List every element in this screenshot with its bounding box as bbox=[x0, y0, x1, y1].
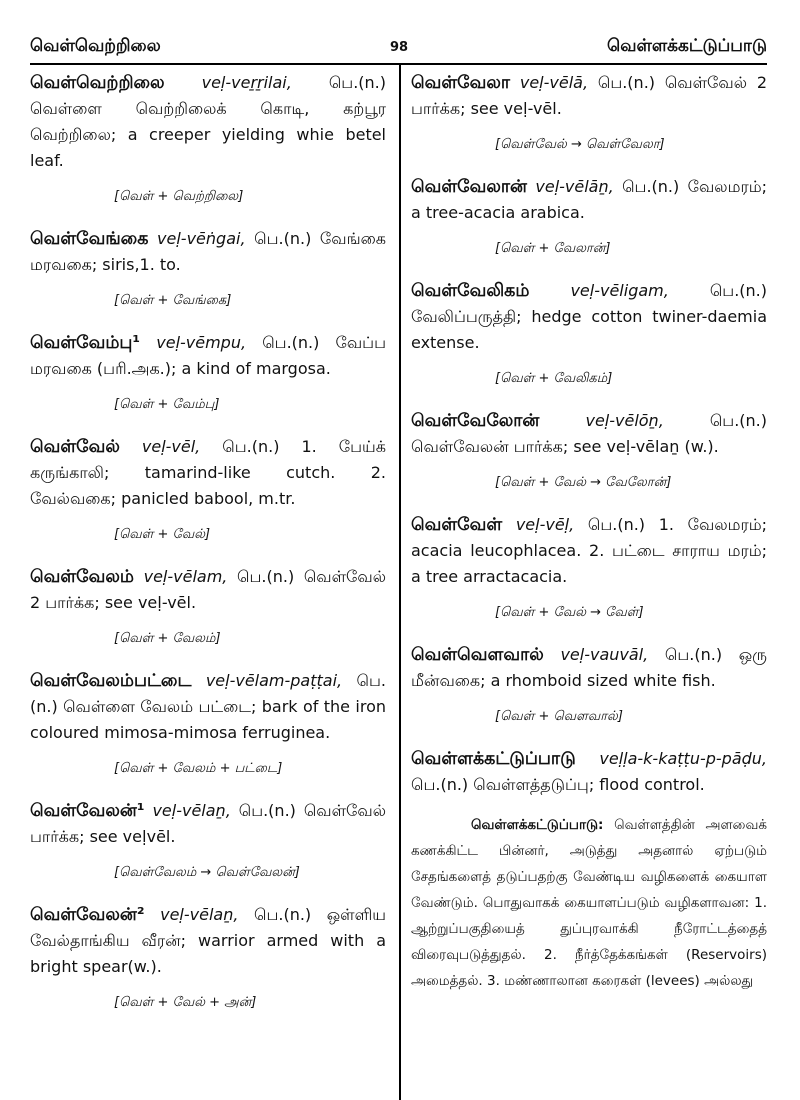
entry-definition: பெ.(n.) வெள்ளத்தடுப்பு; flood control. bbox=[411, 775, 705, 794]
left-column bbox=[30, 70, 386, 1032]
entry-headword: வெள்வேங்கை bbox=[30, 229, 149, 249]
entry-definition: பெ.(n.) ஒள்ளிய வேல்தாங்கிய வீரன்; warrior armed with a bright spear(w.). bbox=[30, 905, 387, 976]
dictionary-entry bbox=[30, 564, 386, 648]
note-text: வெள்ளத்தின் அளவைக் கணக்கிட்ட பின்னர், அடுத்து அதனால் ஏற்படும் சேதங்களைத் தடுப்பதற்கு வேண்டிய வழிகளைக் கையாள வேண்டும். பொதுவாகக் கையாளப்படும் வழிகளாவன: 1. ஆற்றுப்பகுதியைத் துப்புரவாக்கி நீரோட்டத்தைத் விரைவுபடுத்துதல். 2. நீர்த்தேக்கங்கள் (Reservoirs) அமைத்தல். 3. மண்ணாலான கரைகள் (levees) அல்லது bbox=[411, 817, 768, 989]
entry-etymology: [வெள் + வேல் → வேலோன்] bbox=[495, 475, 672, 490]
dictionary-entry bbox=[411, 408, 767, 492]
entry-definition: பெ.(n.) வேப்ப மரவகை (பரி.அக.); a kind of margosa. bbox=[30, 333, 386, 378]
entry-text bbox=[411, 408, 767, 460]
entry-text bbox=[411, 642, 767, 694]
entry-headword: வெள்ளக்கட்டுப்பாடு bbox=[411, 749, 576, 769]
entry-transliteration: veḷ-veṟṟilai, bbox=[201, 73, 292, 92]
dictionary-entry bbox=[30, 668, 386, 778]
entry-headword: வெள்வெற்றிலை bbox=[30, 73, 165, 93]
entry-headword: வெள்வேலன்¹ bbox=[30, 801, 145, 821]
entry-etymology: [வெள் + வேலிகம்] bbox=[495, 371, 613, 386]
dictionary-entry bbox=[30, 226, 386, 310]
entry-etymology: [வெள் + வேலான்] bbox=[495, 241, 611, 256]
column-divider bbox=[399, 64, 401, 1100]
entry-headword: வெள்வேல் bbox=[30, 437, 120, 457]
entry-text bbox=[411, 174, 767, 226]
dictionary-entry bbox=[411, 746, 767, 798]
entry-etymology: [வெள்வேலம் → வெள்வேலன்] bbox=[114, 865, 300, 880]
entry-transliteration: veḷ-vēmpu, bbox=[156, 333, 247, 352]
dictionary-entry bbox=[30, 798, 386, 882]
entry-transliteration: veḷ-vēṅgai, bbox=[157, 229, 246, 248]
entry-transliteration: veḷ-vēlam, bbox=[143, 567, 228, 586]
entry-transliteration: veḷ-vēlōṉ, bbox=[585, 411, 664, 430]
entry-text bbox=[30, 330, 386, 382]
dictionary-entry bbox=[411, 512, 767, 622]
entry-etymology: [வெள் + வேங்கை] bbox=[114, 293, 232, 308]
dictionary-entry bbox=[411, 174, 767, 258]
header-right-guide-word: வெள்ளக்கட்டுப்பாடு bbox=[607, 36, 767, 56]
entry-text bbox=[411, 278, 767, 356]
entry-definition: பெ.(n.) ஒரு மீன்வகை; a rhomboid sized white fish. bbox=[411, 645, 767, 690]
entry-definition: பெ.(n.) வெள்வேல் 2 பார்க்க; see veḷ-vēl. bbox=[30, 567, 386, 612]
entry-text bbox=[30, 564, 386, 616]
entry-definition: பெ.(n.) 1. பேய்க் கருங்காலி; tamarind-like cutch. 2. வேல்வகை; panicled babool, m.tr. bbox=[30, 437, 386, 508]
explanatory-note bbox=[411, 812, 767, 994]
entry-etymology: [வெள் + வேலம் + பட்டை] bbox=[114, 761, 283, 776]
entry-etymology: [வெள் + வேல் + அன்] bbox=[114, 995, 257, 1010]
entry-definition: பெ.(n.) வேலிப்பருத்தி; hedge cotton twiner-daemia extense. bbox=[411, 281, 767, 352]
entry-text bbox=[411, 746, 767, 798]
entry-headword: வெள்வேலம் bbox=[30, 567, 134, 587]
entry-text bbox=[30, 668, 386, 746]
entry-text bbox=[30, 902, 386, 980]
dictionary-entry bbox=[30, 434, 386, 544]
entry-headword: வெள்வேம்பு¹ bbox=[30, 333, 141, 353]
dictionary-entry bbox=[411, 278, 767, 388]
dictionary-entry bbox=[30, 902, 386, 1012]
entry-etymology: [வெள் + வெற்றிலை] bbox=[114, 189, 244, 204]
entry-definition: பெ.(n.) வெள்ளை வெற்றிலைக் கொடி, கற்பூர வெற்றிலை; a creeper yielding whie betel leaf. bbox=[30, 73, 386, 170]
entry-definition: பெ.(n.) வேலமரம்; a tree-acacia arabica. bbox=[411, 177, 767, 222]
note-heading: வெள்ளக்கட்டுப்பாடு: bbox=[471, 817, 604, 833]
dictionary-entry bbox=[411, 70, 767, 154]
entry-headword: வெள்வேலம்பட்டை bbox=[30, 671, 192, 691]
entry-transliteration: veḷ-vēlā, bbox=[519, 73, 589, 92]
entry-definition: பெ.(n.) 1. வேலமரம்; acacia leucophlacea. 2. பட்டை சாராய மரம்; a tree arractacacia. bbox=[411, 515, 768, 586]
entry-text bbox=[411, 512, 767, 590]
entry-headword: வெள்வேள் bbox=[411, 515, 503, 535]
entry-headword: வெள்வேலான் bbox=[411, 177, 527, 197]
dictionary-entry bbox=[411, 642, 767, 726]
entry-transliteration: veḷ-vēl, bbox=[141, 437, 201, 456]
entry-etymology: [வெள் + வேல்] bbox=[114, 527, 211, 542]
entry-headword: வெள்வேலோன் bbox=[411, 411, 540, 431]
entry-definition: பெ.(n.) வெள்வேல் பார்க்க; see veḷvēl. bbox=[30, 801, 386, 846]
entry-headword: வெள்வெளவால் bbox=[411, 645, 544, 665]
dictionary-entry bbox=[30, 70, 386, 206]
entry-etymology: [வெள் + வேல் → வேள்] bbox=[495, 605, 644, 620]
entry-transliteration: veḷ-vēlam-paṭṭai, bbox=[205, 671, 343, 690]
entry-definition: பெ.(n.) வேங்கை மரவகை; siris,1. to. bbox=[30, 229, 386, 274]
entry-definition: பெ.(n.) வெள்ளை வேலம் பட்டை; bark of the iron coloured mimosa-mimosa ferruginea. bbox=[30, 671, 386, 742]
entry-transliteration: veḷ-vēḷ, bbox=[515, 515, 575, 534]
entry-transliteration: veḷ-vēligam, bbox=[570, 281, 669, 300]
header-left-guide-word: வெள்வெற்றிலை bbox=[30, 36, 161, 56]
entry-transliteration: veḷ-vēlāṉ, bbox=[535, 177, 614, 196]
entry-text bbox=[30, 70, 386, 174]
entry-definition: பெ.(n.) வெள்வேலன் பார்க்க; see veḷ-vēlaṉ (w.). bbox=[411, 411, 767, 456]
entry-definition: பெ.(n.) வெள்வேல் 2 பார்க்க; see veḷ-vēl. bbox=[411, 73, 767, 118]
page-number: 98 bbox=[390, 40, 409, 55]
entry-text bbox=[30, 434, 386, 512]
entry-text bbox=[30, 226, 386, 278]
entry-text bbox=[30, 798, 386, 850]
entry-headword: வெள்வேலா bbox=[411, 73, 511, 93]
entry-transliteration: veḷ-vauvāl, bbox=[560, 645, 649, 664]
entry-etymology: [வெள்வேல் → வெள்வேலா] bbox=[495, 137, 665, 152]
right-column bbox=[411, 70, 767, 994]
entry-transliteration: veḷ-vēlaṉ, bbox=[160, 905, 239, 924]
entry-etymology: [வெள் + வேம்பு] bbox=[114, 397, 220, 412]
dictionary-entry bbox=[30, 330, 386, 414]
entry-transliteration: veḷ-vēlaṉ, bbox=[152, 801, 231, 820]
entry-text bbox=[411, 70, 767, 122]
entry-transliteration: veḷḷa-k-kaṭṭu-p-pāḍu, bbox=[599, 749, 767, 768]
entry-headword: வெள்வேலிகம் bbox=[411, 281, 530, 301]
entry-etymology: [வெள் + வெளவால்] bbox=[495, 709, 623, 724]
entry-headword: வெள்வேலன்² bbox=[30, 905, 145, 925]
entry-etymology: [வெள் + வேலம்] bbox=[114, 631, 221, 646]
